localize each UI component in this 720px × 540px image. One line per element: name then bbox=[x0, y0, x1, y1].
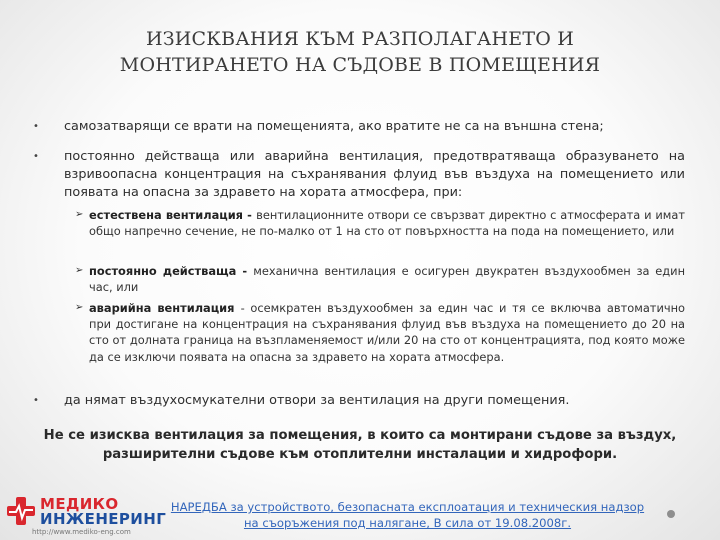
company-logo bbox=[4, 493, 167, 539]
sub-item-term: постоянно действаща - bbox=[89, 264, 254, 278]
title-line-2: МОНТИРАНЕТО НА СЪДОВЕ В ПОМЕЩЕНИЯ bbox=[119, 54, 601, 76]
sub-item-text bbox=[89, 300, 685, 365]
logo-line-1: МЕДИКО bbox=[40, 495, 119, 513]
note-text: Не се изисква вентилация за помещения, в които са монтирани съдове за въздух, разширителни съдове към отоплителни инсталации и хидрофори. bbox=[43, 428, 677, 462]
decorative-dot bbox=[667, 510, 675, 518]
arrow-bullet-icon: ➢ bbox=[75, 209, 84, 220]
bullet-icon: • bbox=[33, 121, 39, 132]
sub-item-text bbox=[89, 263, 685, 295]
bullet-text: да нямат въздухосмукателни отвори за вентилация на други помещения. bbox=[64, 393, 570, 408]
regulation-link-line-1[interactable]: НАРЕДБА за устройството, безопасната експлоатация и техническия надзор bbox=[170, 500, 645, 514]
sub-item-description: механична вентилация е осигурен двукратен въздухообмен за един час, или bbox=[89, 264, 686, 295]
sub-item-term: аварийна вентилация bbox=[89, 301, 241, 315]
arrow-bullet-icon: ➢ bbox=[75, 302, 84, 313]
title-line-1: ИЗИСКВАНИЯ КЪМ РАЗПОЛАГАНЕТО И bbox=[145, 28, 575, 50]
logo-url: http://www.mediko-eng.com bbox=[32, 528, 131, 536]
logo-line-2: ИНЖЕНЕРИНГ bbox=[40, 510, 167, 528]
regulation-link[interactable] bbox=[155, 499, 660, 531]
arrow-bullet-icon: ➢ bbox=[75, 265, 84, 276]
bullet-icon: • bbox=[33, 151, 39, 162]
bullet-text: постоянно действаща или аварийна вентилация, предотвратяваща образуването на взривоопасна концентрация на съхранявания флуид във въздуха на помещението или появата на опасна за здравето на хората атмосфера, при: bbox=[64, 149, 685, 201]
sub-item-description: - осемкратен въздухообмен за един час и тя се включва автоматично при достигане на концентрация на съхранявания флуид във въздуха на помещението до 20 на сто от долната граница на възпламеняемост и/или 20 на сто от концентрацията, под която може да се изключи появата на опасна за здравето на хората атмосфера. bbox=[89, 301, 685, 364]
bullet-icon: • bbox=[33, 395, 39, 406]
bullet-text: самозатварящи се врати на помещенията, ако вратите не са на външна стена; bbox=[64, 119, 604, 134]
medical-cross-icon bbox=[6, 496, 36, 526]
sub-item-description: вентилационните отвори се свързват директно с атмосферата и имат общо напречно сечение, не по-малко от 1 на сто от повърхността на пода на помещението, или bbox=[89, 208, 685, 239]
sub-item-term: естествена вентилация - bbox=[89, 208, 257, 222]
sub-item-text bbox=[89, 207, 685, 239]
slide-title bbox=[40, 26, 680, 78]
regulation-link-line-2[interactable]: на съоръжения под налягане, В сила от 19.08.2008г. bbox=[243, 516, 572, 530]
